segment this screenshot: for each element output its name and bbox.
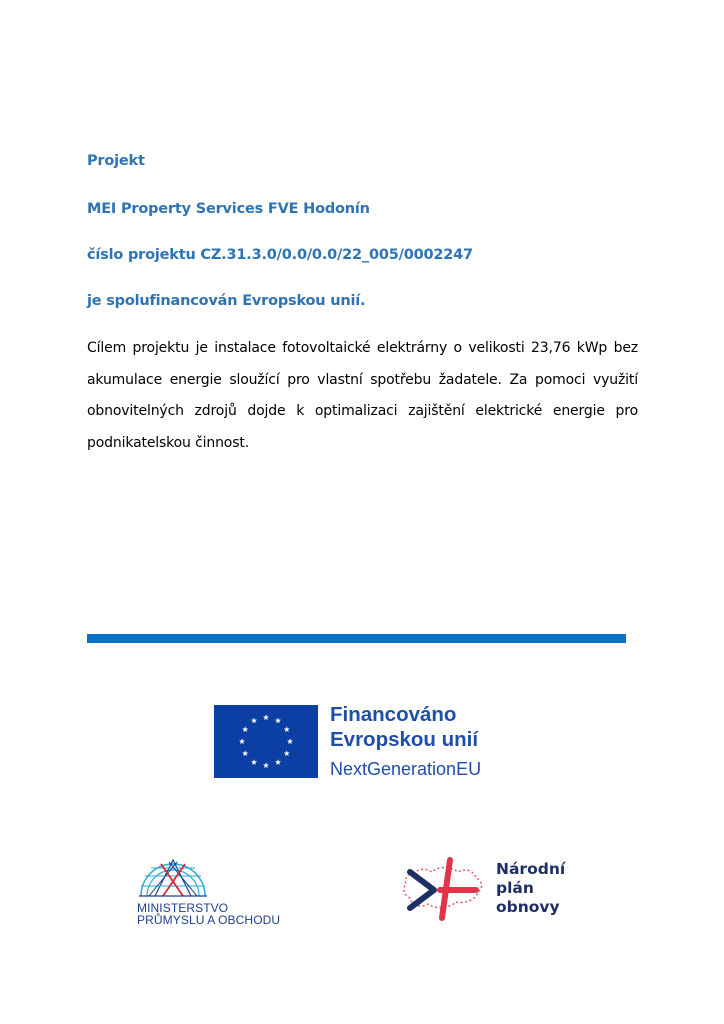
mpo-logo-icon: [137, 856, 209, 898]
eu-star-icon: [263, 762, 269, 768]
project-description: Cílem projektu je instalace fotovoltaické elektrárny o velikosti 23,76 kWp bez akumulace energie sloužící pro vlastní spotřebu žadatele. Za pomoci využití obnovitelných zdrojů dojde k optimalizaci zajištění elektrické energie pro podnikatelskou činnost.: [87, 340, 638, 451]
npo-logo-icon: [400, 854, 486, 924]
eu-funded-line1: Financováno: [330, 703, 457, 726]
eu-star-icon: [239, 738, 245, 744]
eu-star-icon: [251, 759, 257, 765]
npo-name-line1: Národní: [496, 860, 566, 878]
eu-star-icon: [284, 726, 290, 732]
eu-star-icon: [263, 714, 269, 720]
cofinanced-statement: je spolufinancován Evropskou unií.: [87, 293, 366, 309]
eu-star-icon: [275, 718, 281, 724]
project-name: MEI Property Services FVE Hodonín: [87, 201, 370, 217]
eu-funded-line2: Evropskou unií: [330, 728, 479, 751]
eu-flag-icon: [214, 705, 318, 778]
eu-star-icon: [284, 750, 290, 756]
npo-name-line2: plán: [496, 879, 534, 897]
mpo-name-line1: MINISTERSTVO: [137, 901, 229, 915]
eu-star-icon: [287, 738, 293, 744]
mpo-name-line2: PRŮMYSLU A OBCHODU: [137, 913, 281, 927]
npo-name-line3: obnovy: [496, 898, 560, 916]
eu-star-icon: [275, 759, 281, 765]
eu-star-icon: [251, 718, 257, 724]
project-number: číslo projektu CZ.31.3.0/0.0/0.0/22_005/0002247: [87, 247, 473, 263]
project-label: Projekt: [87, 153, 145, 169]
eu-funded-line3: NextGenerationEU: [330, 759, 482, 779]
divider-bar: [87, 634, 626, 643]
eu-star-icon: [242, 750, 248, 756]
eu-star-icon: [242, 726, 248, 732]
